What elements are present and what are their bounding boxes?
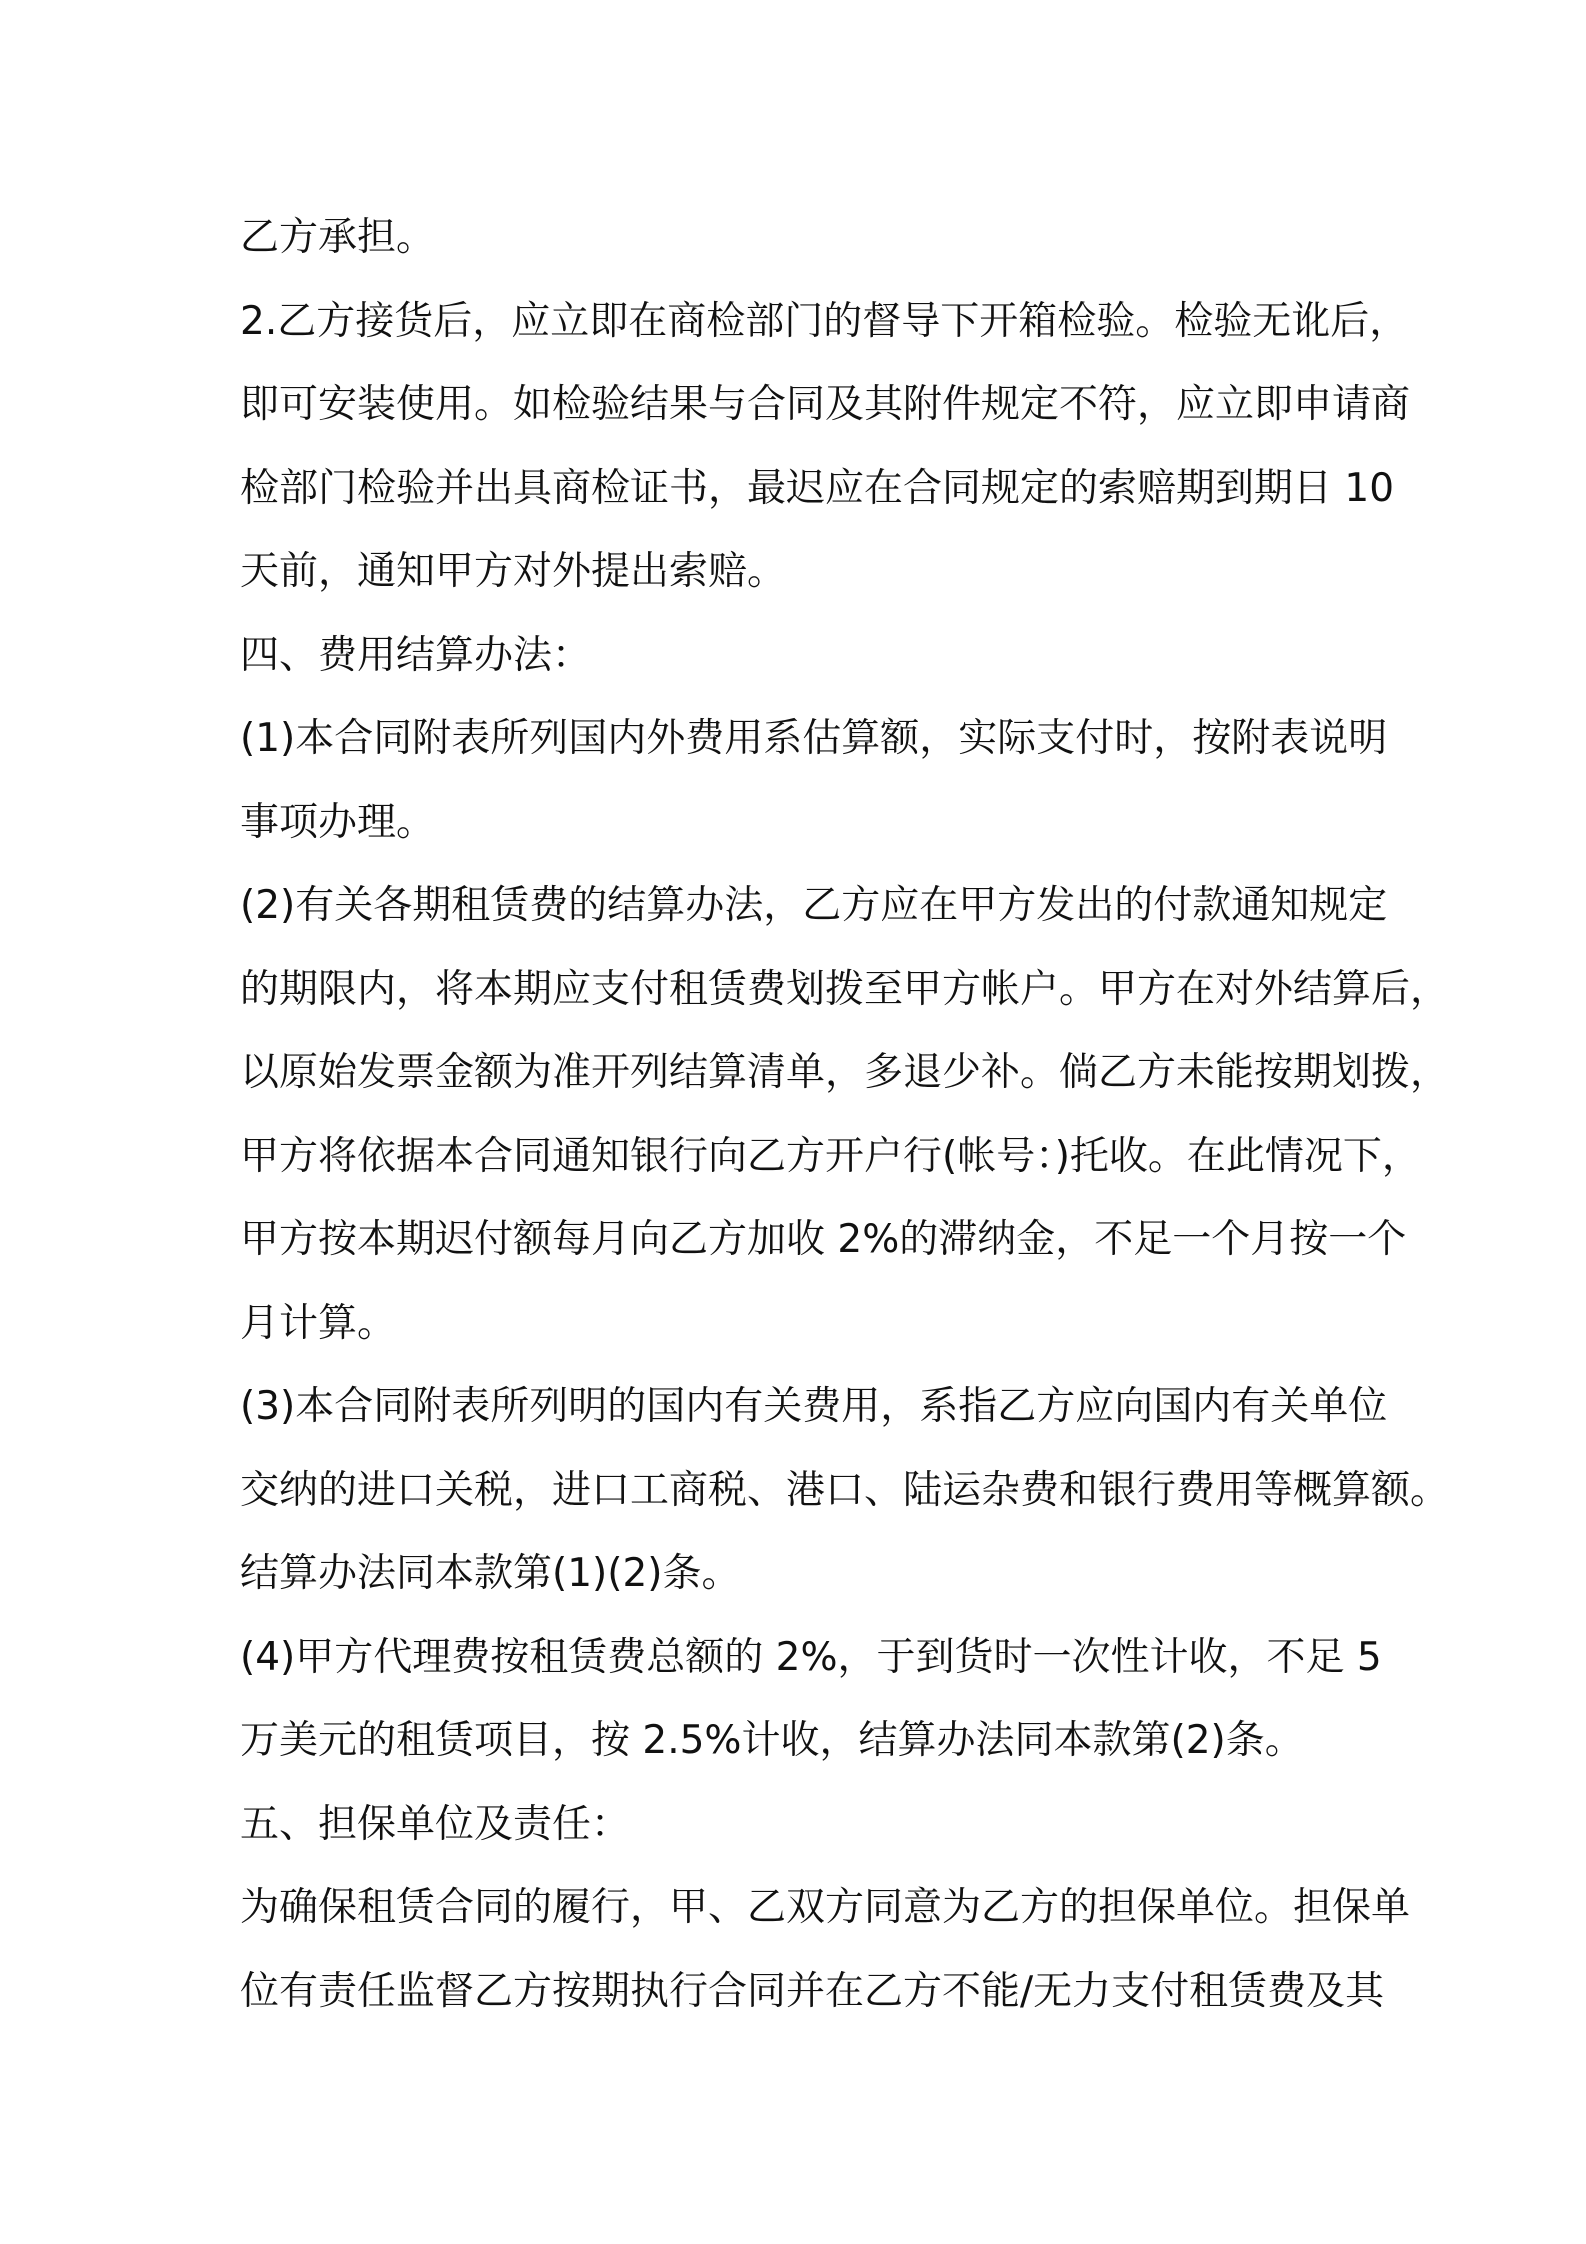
text-line: 月计算。 <box>240 1300 397 1346</box>
text-line: 即可安装使用。如检验结果与合同及其附件规定不符，应立即申请商 <box>240 382 1411 427</box>
text-line: 事项办理。 <box>240 799 436 845</box>
text-line: 结算办法同本款第(1)(2)条。 <box>240 1551 741 1596</box>
section-heading: 五、担保单位及责任： <box>240 1801 631 1847</box>
text-line: 天前，通知甲方对外提出索赔。 <box>240 549 787 594</box>
document-body <box>240 196 1450 2033</box>
text-line: 万美元的租赁项目，按 2.5%计收，结算办法同本款第(2)条。 <box>240 1718 1304 1763</box>
text-line: (1)本合同附表所列国内外费用系估算额，实际支付时，按附表说明 <box>240 716 1388 761</box>
section-heading: 四、费用结算办法： <box>240 632 592 678</box>
text-line: 交纳的进口关税，进口工商税、港口、陆运杂费和银行费用等概算额。 <box>240 1467 1450 1513</box>
text-line: (3)本合同附表所列明的国内有关费用，系指乙方应向国内有关单位 <box>240 1384 1388 1429</box>
text-line: 以原始发票金额为准开列结算清单，多退少补。倘乙方未能按期划拨， <box>240 1050 1450 1095</box>
text-line: (2)有关各期租赁费的结算办法，乙方应在甲方发出的付款通知规定 <box>240 883 1388 928</box>
text-line: 为确保租赁合同的履行，甲、乙双方同意为乙方的担保单位。担保单 <box>240 1885 1411 1930</box>
text-line: (4)甲方代理费按租赁费总额的 2%，于到货时一次性计收，不足 5 <box>240 1634 1382 1680</box>
text-line: 的期限内，将本期应支付租赁费划拨至甲方帐户。甲方在对外结算后， <box>240 966 1450 1012</box>
text-line: 甲方按本期迟付额每月向乙方加收 2%的滞纳金，不足一个月按一个 <box>240 1217 1407 1262</box>
text-line: 2.乙方接货后，应立即在商检部门的督导下开箱检验。检验无讹后， <box>240 298 1409 344</box>
text-line: 甲方将依据本合同通知银行向乙方开户行(帐号：)托收。在此情况下， <box>240 1133 1421 1179</box>
text-line: 检部门检验并出具商检证书，最迟应在合同规定的索赔期到期日 10 <box>240 465 1395 511</box>
text-line: 乙方承担。 <box>240 215 436 260</box>
text-line: 位有责任监督乙方按期执行合同并在乙方不能/无力支付租赁费及其 <box>240 1968 1385 2014</box>
